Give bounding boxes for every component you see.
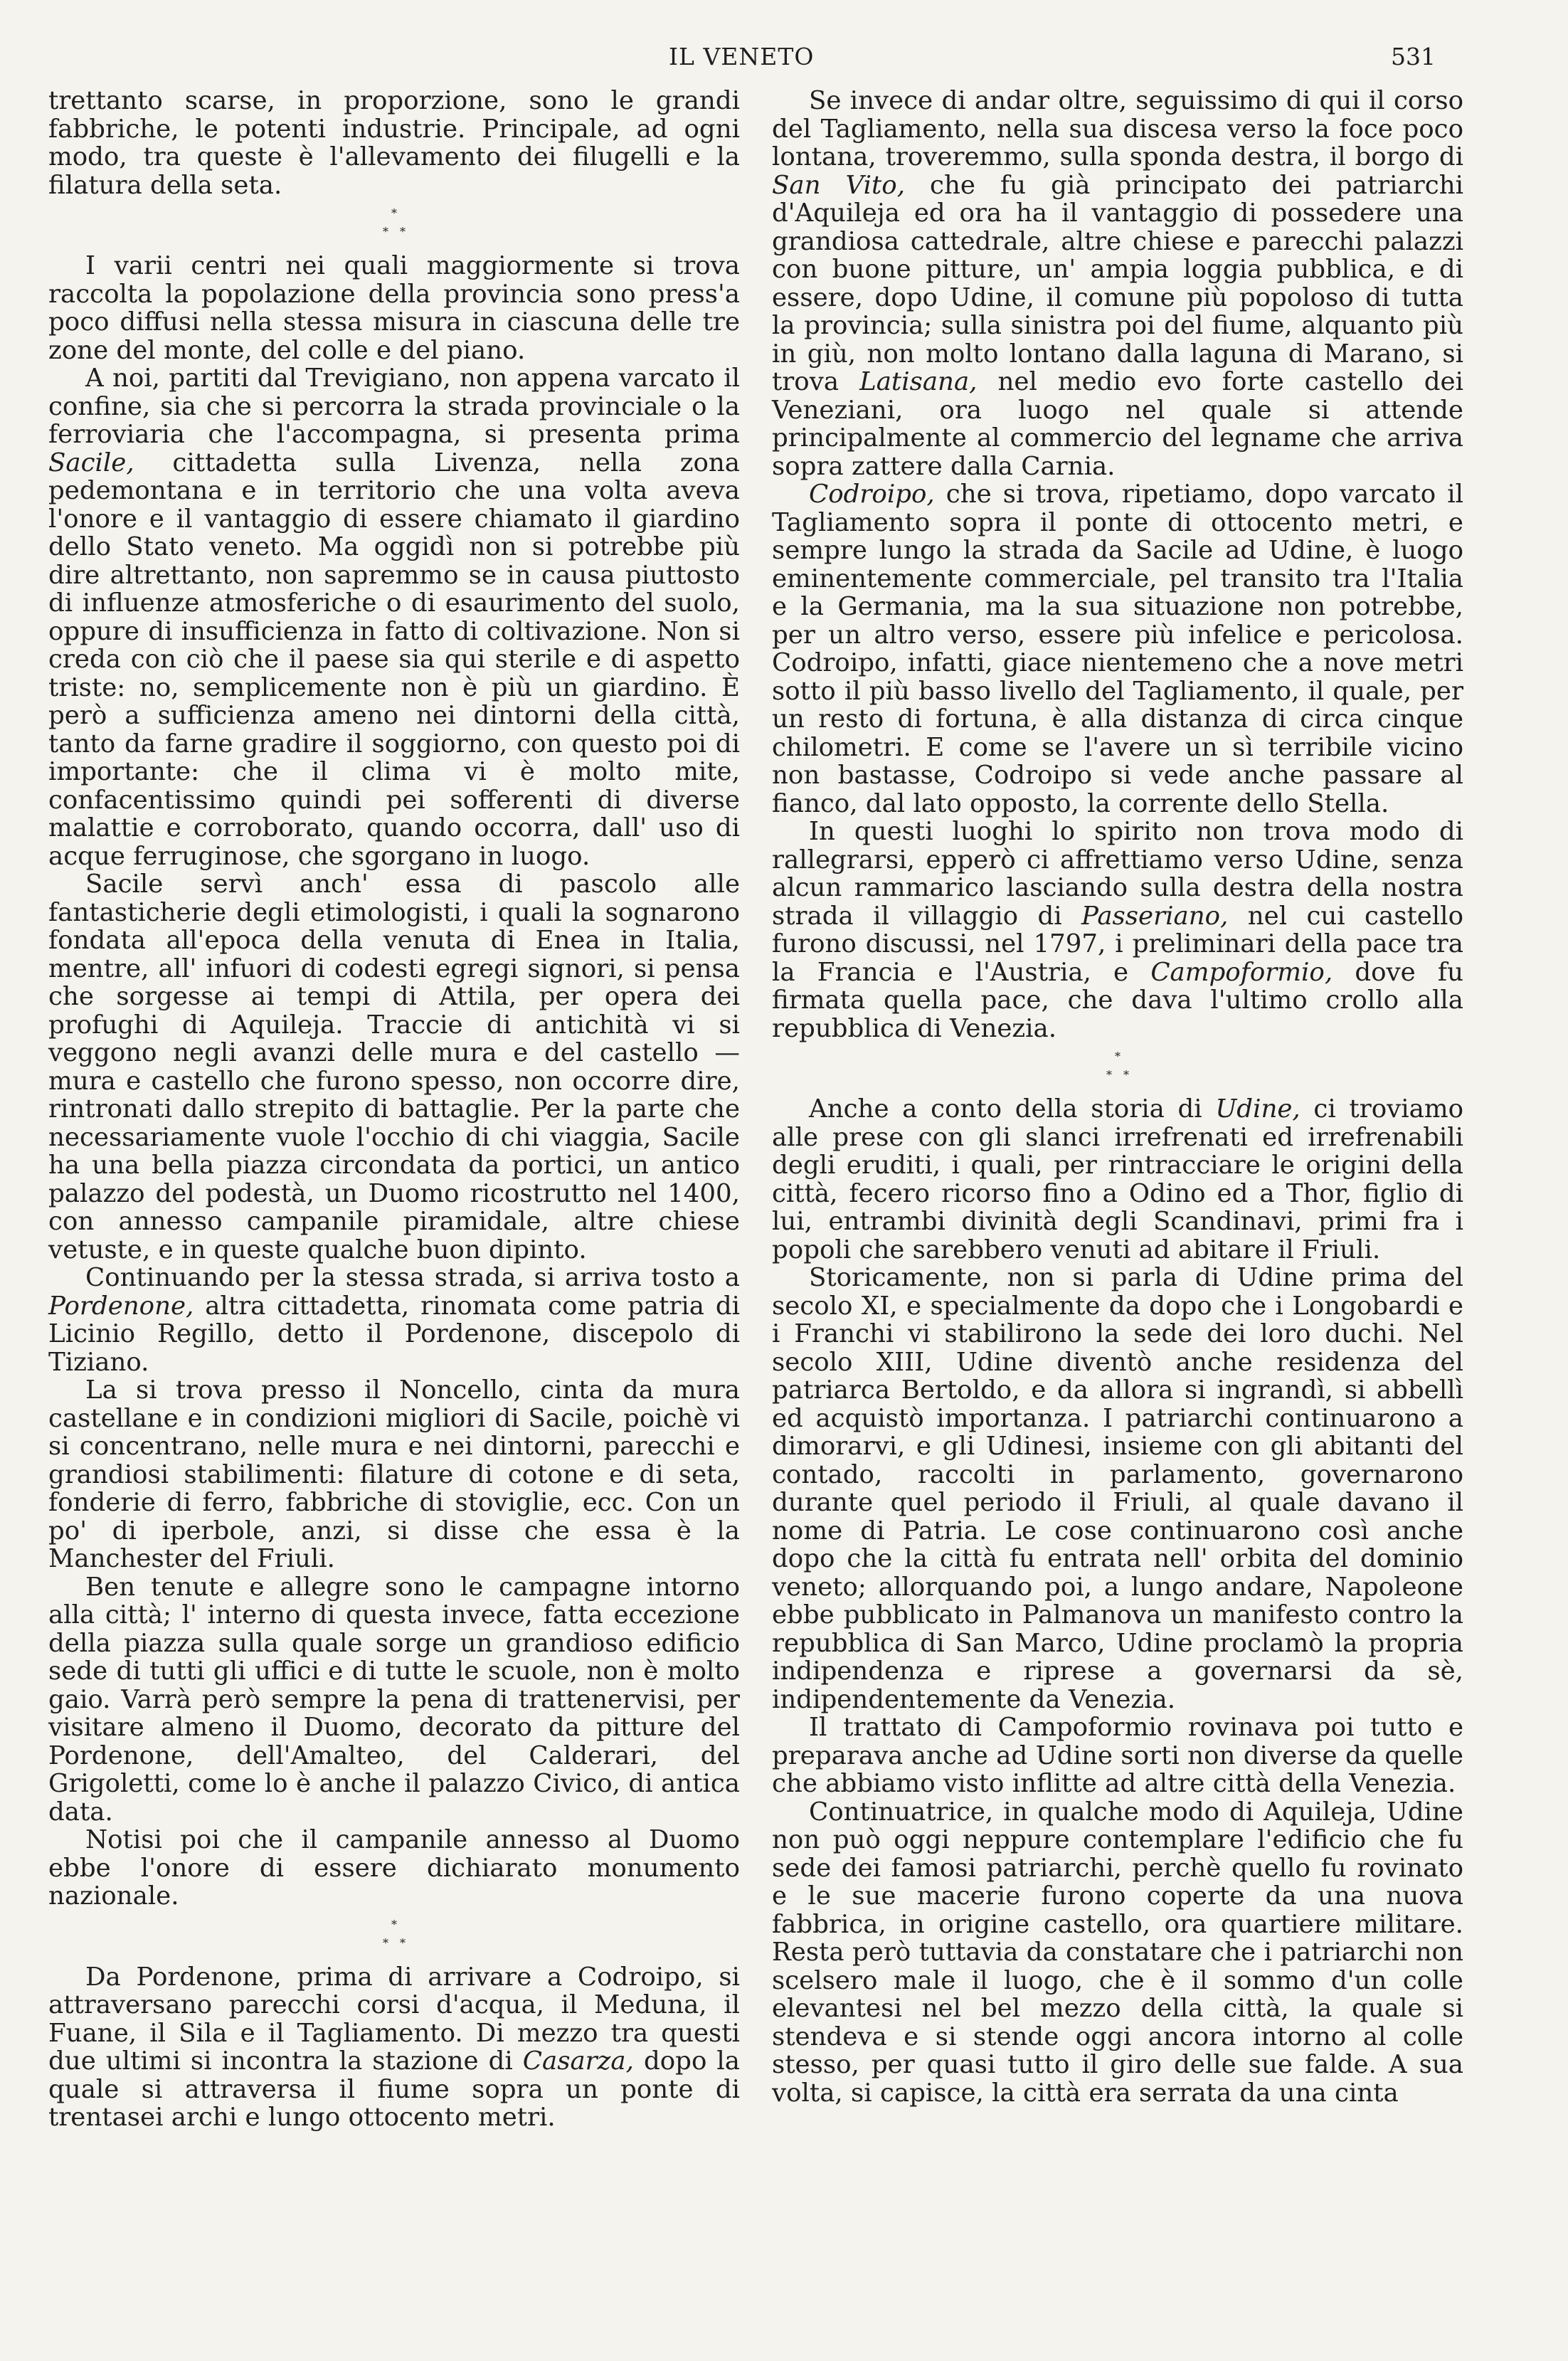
paragraph-text: altra cittadetta, rinomata come patria di Licinio Regillo, detto il Pordenone, discepolo di Tiziano.: [48, 1291, 740, 1377]
paragraph: [48, 1963, 740, 2132]
paragraph: Continuatrice, in qualche modo di Aquileja, Udine non può oggi neppure contemplare l'edificio che fu sede dei famosi patriarchi, perchè quello fu rovinato e le sue macerie furono coperte da una nuova fabbrica, in origine castello, ora quartiere militare. Resta però tuttavia da constatare che i patriarchi non scelsero male il luogo, che è il sommo d'un colle elevantesi nel bel mezzo della città, la quale si stendeva e si stende oggi ancora intorno al colle stesso, per quasi tutto il giro delle sue falde. A sua volta, si capisce, la città era serrata da una cinta: [772, 1797, 1463, 2108]
paragraph-text: che si trova, ripetiamo, dopo varcato il Tagliamento sopra il ponte di ottocento metri, e sempre lungo la strada da Sacile ad Udine, è luogo eminentemente commerciale, pel transito tra l'Italia e la Germania, ma la sua situazione non potrebbe, per un altro verso, essere più infelice e pericolosa. Codroipo, infatti, giace nientemeno che a nove metri sotto il più basso livello del Tagliamento, il quale, per un resto di fortuna, è alla distanza di circa cinque chilometri. E come se l'avere un sì terribile vicino non bastasse, Codroipo si vede anche passare al fianco, dal lato opposto, la corrente dello Stella.: [772, 480, 1463, 818]
place-name-passeriano: Passeriano,: [1081, 901, 1229, 931]
running-head: [0, 37, 1568, 80]
asterism-star: *: [383, 225, 388, 238]
paragraph: [48, 1264, 740, 1376]
paragraph-text: ci troviamo alle prese con gli slanci irrefrenati ed irrefrenabili degli eruditi, i quali, per rintracciare le origini della città, fecero ricorso fino a Odino ed a Thor, figlio di lui, entrambi divinità degli Scandinavi, primi fra i popoli che sarebbero venuti ad abitare il Friuli.: [772, 1094, 1463, 1264]
paragraph: Il trattato di Campoformio rovinava poi tutto e preparava anche ad Udine sorti non diverse da quelle che abbiamo visto inflitte ad altre città della Venezia.: [772, 1713, 1463, 1798]
place-name-codroipo: Codroipo,: [809, 480, 935, 509]
section-asterism: [772, 1047, 1463, 1092]
asterism-star: *: [1123, 1068, 1129, 1082]
paragraph: Storicamente, non si parla di Udine prima del secolo XI, e specialmente da dopo che i Longobardi e i Franchi vi stabilirono la sede dei loro duchi. Nel secolo XIII, Udine diventò anche residenza del patriarca Bertoldo, e da allora si ingrandì, si abbellì ed acquistò importanza. I patriarchi continuarono a dimorarvi, e gli Udinesi, insieme con gli abitanti del contado, raccolti in parlamento, governarono durante quel periodo il Friuli, al quale davano il nome di Patria. Le cose continuarono così anche dopo che la città fu entrata nell' orbita del dominio veneto; allorquando poi, a lungo andare, Napoleone ebbe pubblicato in Palmanova un manifesto contro la repubblica di San Marco, Udine proclamò la propria indipendenza e riprese a governarsi da sè, indipendentemente da Venezia.: [772, 1263, 1463, 1714]
place-name-pordenone: Pordenone,: [48, 1291, 194, 1321]
paragraph-text: dopo la quale si attraversa il fiume sopra un ponte di trentasei archi e lungo ottocento metri.: [48, 2046, 740, 2132]
paragraph-text: Anche a conto della storia di: [809, 1094, 1216, 1124]
place-name-sacile: Sacile,: [48, 448, 134, 477]
paragraph: [48, 364, 740, 870]
paragraph-text: A noi, partiti dal Trevigiano, non appena varcato il confine, sia che si percorra la strada provinciale o la ferroviaria che l'accompagna, si presenta prima: [48, 364, 740, 449]
paragraph-text: che fu già principato dei patriarchi d'Aquileja ed ora ha il vantaggio di possedere una grandiosa cattedrale, altre chiese e parecchi palazzi con buone pitture, un' ampia loggia pubblica, e di essere, dopo Udine, il comune più popoloso di tutta la provincia; sulla sinistra poi del fiume, alquanto più in giù, non molto lontano dalla laguna di Marano, si trova: [772, 170, 1463, 396]
paragraph-text: Se invece di andar oltre, seguissimo di qui il corso del Tagliamento, nella sua discesa verso la foce poco lontana, troveremmo, sulla sponda destra, il borgo di: [772, 86, 1463, 171]
paragraph-text: cittadetta sulla Livenza, nella zona pedemontana e in territorio che una volta aveva l'onore e il vantaggio di essere chiamato il giardino dello Stato veneto. Ma oggidì non si potrebbe più dire altrettanto, non sapremmo se in causa piuttosto di influenze atmosferiche o di esaurimento del suolo, oppure di insufficienza in fatto di coltivazione. Non si creda con ciò che il paese sia qui sterile e di aspetto triste: no, semplicemente non è più un giardino. È però a sufficienza ameno nei dintorni della città, tanto da farne gradire il soggiorno, con questo poi di importante: che il clima vi è molto mite, confacentissimo quindi pei sofferenti di diverse malattie e corroborato, quando occorra, dall' uso di acque ferruginose, che sgorgano in luogo.: [48, 448, 740, 871]
paragraph: I varii centri nei quali maggiormente si trova raccolta la popolazione della provincia sono press'a poco diffusi nella stessa misura in ciascuna delle tre zone del monte, del colle e del piano.: [48, 251, 740, 365]
left-column: [48, 87, 740, 2132]
paragraph-text: nel medio evo forte castello dei Veneziani, ora luogo nel quale si attende principalmente al commercio del legname che arriva sopra zattere dalla Carnia.: [772, 367, 1463, 481]
asterism-star: *: [1106, 1068, 1112, 1082]
place-name-casarza: Casarza,: [522, 2046, 634, 2076]
paragraph: [772, 480, 1463, 818]
page-number: 531: [1391, 43, 1436, 70]
paragraph: [772, 87, 1463, 480]
paragraph: Notisi poi che il campanile annesso al Duomo ebbe l'onore di essere dichiarato monumento nazionale.: [48, 1825, 740, 1911]
paragraph: trettanto scarse, in proporzione, sono le grandi fabbriche, le potenti industrie. Principale, ad ogni modo, tra queste è l'allevamento dei filugelli e la filatura della seta.: [48, 86, 740, 200]
section-asterism: [48, 1915, 740, 1960]
place-name-san-vito: San Vito,: [772, 170, 906, 200]
place-name-udine: Udine,: [1215, 1094, 1301, 1124]
place-name-campoformio: Campoformio,: [1150, 957, 1333, 987]
asterism-star: *: [391, 1917, 397, 1931]
section-asterism: [48, 204, 740, 249]
paragraph-text: In questi luoghi lo spirito non trova modo di rallegrarsi, epperò ci affrettiamo verso Udine, senza alcun rammarico lasciando sulla destra della nostra strada il villaggio di: [772, 817, 1463, 931]
paragraph: [772, 818, 1463, 1042]
paragraph-text: Da Pordenone, prima di arrivare a Codroipo, si attraversano parecchi corsi d'acqua, il Meduna, il Fuane, il Sila e il Tagliamento. Di mezzo tra questi due ultimi si incontra la stazione di: [48, 1962, 740, 2076]
asterism-star: *: [400, 225, 406, 238]
asterism-star: *: [1115, 1050, 1121, 1063]
asterism-star: *: [400, 1935, 406, 1950]
paragraph: Sacile servì anch' essa di pascolo alle fantasticherie degli etimologisti, i quali la sognarono fondata all'epoca della venuta di Enea in Italia, mentre, all' infuori di codesti egregi signori, si pensa che sorgesse ai tempi di Attila, per opera dei profughi di Aquileja. Traccie di antichità vi si veggono negli avanzi delle mura e del castello — mura e castello che furono spesso, non occorre dire, rintronati dallo strepito di battaglie. Per la parte che necessariamente vuole l'occhio di chi viaggia, Sacile ha una bella piazza circondata da portici, un antico palazzo del podestà, un Duomo ricostrutto nel 1400, con annesso campanile piramidale, altre chiese vetuste, e in queste qualche buon dipinto.: [48, 870, 740, 1264]
asterism-star: *: [391, 206, 397, 220]
paragraph-text: nel cui castello furono discussi, nel 1797, i preliminari della pace tra la Francia e l'Austria, e: [772, 901, 1463, 987]
paragraph-text: Continuando per la stessa strada, si arriva tosto a: [85, 1263, 740, 1292]
running-title: IL VENETO: [669, 43, 815, 70]
paragraph: [772, 1095, 1463, 1264]
right-column: [772, 87, 1463, 2107]
asterism-star: *: [383, 1935, 388, 1950]
paragraph: La si trova presso il Noncello, cinta da mura castellane e in condizioni migliori di Sacile, poichè vi si concentrano, nelle mura e nei dintorni, parecchi e grandiosi stabilimenti: filature di cotone e di seta, fonderie di ferro, fabbriche di stoviglie, ecc. Con un po' di iperbole, anzi, si disse che essa è la Manchester del Friuli.: [48, 1375, 740, 1573]
paragraph-text: dove fu firmata quella pace, che dava l'ultimo crollo alla repubblica di Venezia.: [772, 957, 1463, 1043]
paragraph: Ben tenute e allegre sono le campagne intorno alla città; l' interno di questa invece, fatta eccezione della piazza sulla quale sorge un grandioso edificio sede di tutti gli uffici e di tutte le scuole, non è molto gaio. Varrà però sempre la pena di trattenervisi, per visitare almeno il Duomo, decorato da pitture del Pordenone, dell'Amalteo, del Calderari, del Grigoletti, come lo è anche il palazzo Civico, di antica data.: [48, 1572, 740, 1827]
place-name-latisana: Latisana,: [859, 367, 978, 396]
